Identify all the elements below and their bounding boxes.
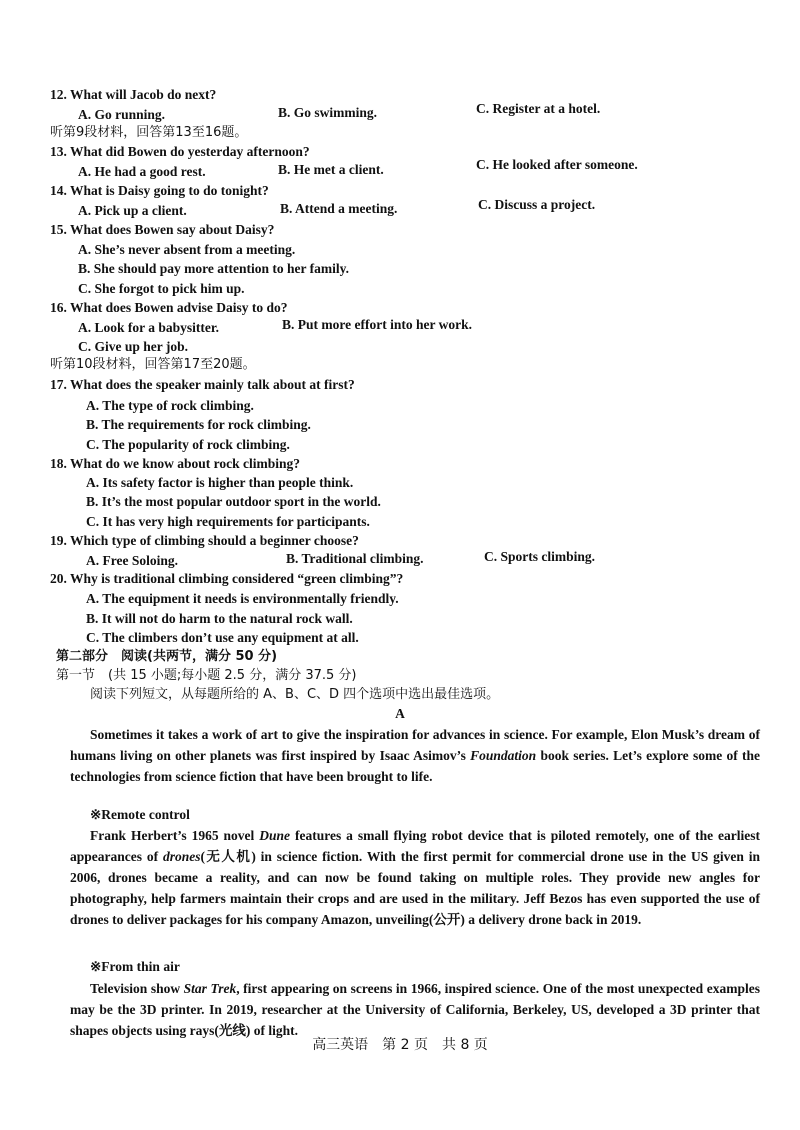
q14-option-a: A. Pick up a client. [78, 203, 187, 218]
q12-option-a: A. Go running. [78, 107, 166, 122]
reading-instruction: 阅读下列短文，从每题所给的 A、B、C、D 四个选项中选出最佳选项。 [90, 687, 500, 702]
passage-paragraph-3: Television show Star Trek, first appearing on screens in 1966, inspired science. One of the most unexpected examples may be the 3D printer. In 2019, researcher at the University of California, Berkeley, US, developed a 3D printer that shapes objects using rays(光线) of light. [70, 981, 760, 1038]
q19-stem: 19. Which type of climbing should a beginner choose? [50, 533, 359, 548]
q14-option-b: B. Attend a meeting. [280, 201, 398, 216]
q18-option-b: B. It’s the most popular outdoor sport in the world. [86, 494, 381, 509]
q20-option-a: A. The equipment it needs is environmentally friendly. [86, 591, 399, 606]
q19-option-b: B. Traditional climbing. [286, 551, 424, 566]
q17-stem: 17. What does the speaker mainly talk about at first? [50, 377, 355, 392]
passage-paragraph-2: Frank Herbert’s 1965 novel Dune features a small flying robot device that is piloted remotely, one of the earliest appearances of drones(无人机) in science fiction. With the first permit for commercial drone use in the US given in 2006, drones became a reality, and can now be found taking on multiple roles. They provide new angles for photography, help farmers maintain their crops and are used in the military. Jeff Bezos has even supported the use of drones to deliver packages for his company Amazon, unveiling(公开) a delivery drone back in 2019. [70, 828, 760, 927]
passage-letter: A [395, 706, 405, 721]
section1-heading: 第一节 (共 15 小题;每小题 2.5 分，满分 37.5 分) [56, 668, 357, 683]
q13-stem: 13. What did Bowen do yesterday afternoon? [50, 144, 310, 159]
section10-instruction: 听第10段材料，回答第17至20题。 [50, 357, 256, 372]
subheading-thin-air: ※From thin air [90, 959, 180, 974]
q14-stem: 14. What is Daisy going to do tonight? [50, 183, 269, 198]
q18-stem: 18. What do we know about rock climbing? [50, 456, 301, 471]
q12-option-c: C. Register at a hotel. [476, 101, 601, 116]
q20-option-b: B. It will not do harm to the natural rock wall. [86, 611, 353, 626]
q13-option-b: B. He met a client. [278, 162, 384, 177]
q12-option-b: B. Go swimming. [278, 105, 378, 120]
q17-option-a: A. The type of rock climbing. [86, 398, 254, 413]
q17-option-b: B. The requirements for rock climbing. [86, 417, 311, 432]
q16-stem: 16. What does Bowen advise Daisy to do? [50, 300, 288, 315]
q20-option-c: C. The climbers don’t use any equipment at all. [86, 630, 359, 645]
q15-option-c: C. She forgot to pick him up. [78, 281, 245, 296]
q13-option-a: A. He had a good rest. [78, 164, 206, 179]
q12-stem: 12. What will Jacob do next? [50, 87, 217, 102]
q16-option-b: B. Put more effort into her work. [282, 317, 472, 332]
part2-heading: 第二部分 阅读(共两节，满分 50 分) [56, 649, 278, 664]
subheading-remote-control: ※Remote control [90, 807, 190, 822]
q20-stem: 20. Why is traditional climbing considered “green climbing”? [50, 571, 404, 586]
section9-instruction: 听第9段材料，回答第13至16题。 [50, 125, 248, 140]
q15-option-a: A. She’s never absent from a meeting. [78, 242, 296, 257]
q15-stem: 15. What does Bowen say about Daisy? [50, 222, 275, 237]
q19-option-a: A. Free Soloing. [86, 553, 178, 568]
q16-option-a: A. Look for a babysitter. [78, 320, 220, 335]
passage-paragraph-1: Sometimes it takes a work of art to give the inspiration for advances in science. For example, Elon Musk’s dream of humans living on other planets was first inspired by Isaac Asimov’s Foundation book series. Let’s explore some of the technologies from science fiction that have been brought to life. [70, 727, 760, 784]
q17-option-c: C. The popularity of rock climbing. [86, 437, 290, 452]
q18-option-a: A. Its safety factor is higher than people think. [86, 475, 354, 490]
q18-option-c: C. It has very high requirements for participants. [86, 514, 370, 529]
q16-option-c: C. Give up her job. [78, 339, 189, 354]
q14-option-c: C. Discuss a project. [478, 197, 596, 212]
q19-option-c: C. Sports climbing. [484, 549, 596, 564]
q15-option-b: B. She should pay more attention to her family. [78, 261, 350, 276]
page-footer: 高三英语 第 2 页 共 8 页 [312, 1037, 488, 1053]
q13-option-c: C. He looked after someone. [476, 157, 638, 172]
